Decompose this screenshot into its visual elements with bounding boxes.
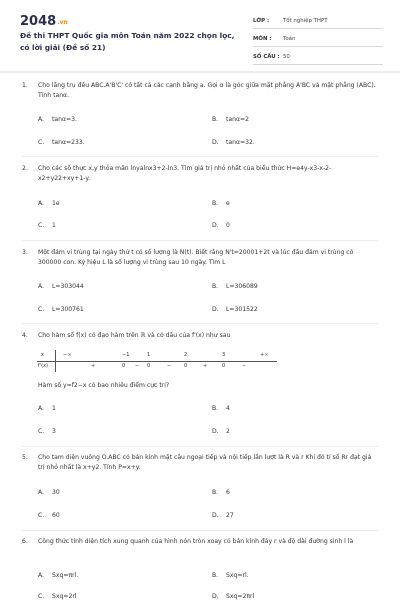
table-cell: −∞ — [63, 352, 72, 358]
option-d[interactable] — [212, 139, 255, 146]
option-c[interactable] — [38, 139, 85, 146]
question-4-followup — [22, 381, 378, 391]
table-cell: 1 — [147, 352, 151, 358]
question-4 — [22, 331, 378, 341]
question-number: 3. — [22, 249, 28, 256]
meta-count — [253, 50, 383, 65]
option-text: e — [226, 200, 230, 207]
option-c[interactable] — [38, 306, 84, 313]
logo-suffix: .vn — [57, 19, 68, 26]
option-text: 1e — [52, 200, 60, 207]
option-a[interactable] — [38, 200, 60, 207]
option-text: 6 — [226, 489, 230, 496]
logo-text: 2048 — [20, 14, 57, 29]
option-label: B. — [212, 405, 219, 412]
question-divider — [22, 446, 378, 447]
option-text: Sxq=πrl. — [52, 572, 79, 579]
option-label: A. — [38, 116, 44, 123]
option-text: 3 — [52, 428, 56, 435]
option-d[interactable] — [212, 593, 254, 600]
option-text: 2 — [226, 428, 230, 435]
table-cell: − — [242, 363, 247, 369]
option-text: Sxq=rl. — [226, 572, 249, 579]
exam-title: Đề thi THPT Quốc gia môn Toán năm 2022 chọn lọc, có lời giải (Đề số 21) — [20, 31, 235, 52]
question-5 — [22, 453, 378, 473]
option-b[interactable] — [212, 116, 249, 123]
question-text: Cho tam diện vuông O.ABC có bán kính mặt cầu ngoại tiếp và nội tiếp lần lượt là R và r Khi đó tỉ số Rr đạt giá trị nhỏ nhất là x+y2. Tính P=x+y. — [38, 454, 372, 471]
option-label: D. — [212, 222, 219, 229]
question-number: 2. — [22, 165, 28, 172]
option-label: C. — [38, 139, 45, 146]
question-number: 1. — [22, 82, 28, 89]
option-label: D. — [212, 512, 219, 519]
option-d[interactable] — [212, 512, 234, 519]
exam-meta — [253, 14, 383, 68]
question-divider — [22, 530, 378, 531]
option-label: A. — [38, 283, 44, 290]
meta-count-value: 50 — [283, 54, 290, 60]
option-c[interactable] — [38, 593, 77, 600]
header-divider — [0, 71, 400, 73]
option-b[interactable] — [212, 489, 230, 496]
option-text: L=303044 — [52, 283, 84, 290]
option-label: A. — [38, 405, 44, 412]
option-d[interactable] — [212, 222, 230, 229]
table-row-derivative — [37, 361, 277, 372]
option-text: Sxq=2rl — [52, 593, 77, 600]
option-text: tanα=3. — [52, 116, 77, 123]
table-cell: f'(x) — [38, 363, 48, 369]
option-c[interactable] — [38, 222, 56, 229]
option-text: 30 — [52, 489, 60, 496]
option-label: C. — [38, 306, 45, 313]
question-divider — [22, 323, 378, 324]
question-divider — [22, 240, 378, 241]
option-label: D. — [212, 593, 219, 600]
option-text: tanα=2 — [226, 116, 249, 123]
question-text: Cho hàm số f(x) có đạo hàm trên ℝ và có dấu của f'(x) như sau — [38, 332, 231, 339]
option-a[interactable] — [38, 283, 84, 290]
question-1 — [22, 81, 378, 101]
question-text: Hàm số y=f2−x có bao nhiêu điểm cực trị? — [38, 382, 170, 389]
option-text: 60 — [52, 512, 60, 519]
meta-count-key: SỐ CÂU : — [253, 54, 280, 60]
meta-subject-key: MÔN : — [253, 36, 272, 42]
question-2 — [22, 164, 378, 184]
table-cell: 0 — [122, 363, 126, 369]
option-d[interactable] — [212, 306, 258, 313]
table-cell: 2 — [184, 352, 188, 358]
meta-grade — [253, 14, 383, 29]
option-b[interactable] — [212, 200, 230, 207]
meta-grade-value: Tốt nghiệp THPT — [283, 18, 328, 24]
sign-table — [37, 350, 277, 372]
option-a[interactable] — [38, 116, 77, 123]
option-b[interactable] — [212, 405, 230, 412]
table-cell: − — [167, 363, 172, 369]
question-text: Công thức tính diện tích xung quanh của hình nón tròn xoay có bán kính đáy r và độ dài đường sinh l là — [38, 538, 354, 545]
option-label: B. — [212, 283, 219, 290]
option-c[interactable] — [38, 428, 56, 435]
option-label: B. — [212, 489, 219, 496]
option-text: L=306089 — [226, 283, 258, 290]
option-label: A. — [38, 489, 44, 496]
question-number: 6. — [22, 538, 28, 545]
question-6 — [22, 537, 378, 547]
question-3 — [22, 248, 378, 268]
option-text: tanα=233. — [52, 139, 85, 146]
question-text: Một đám vi trùng tại ngày thứ t có số lượng là N(t). Biết rằng N't=20001+2t và lúc đầu đám vi trùng có 300000 con. Ký hiệu L là số lượng vi trùng sau 10 ngày. Tìm L — [38, 249, 354, 266]
option-a[interactable] — [38, 572, 78, 579]
meta-grade-key: LỚP : — [253, 18, 270, 24]
table-cell: 0 — [222, 363, 226, 369]
meta-subject — [253, 32, 383, 47]
option-text: 1 — [52, 405, 56, 412]
site-logo[interactable] — [20, 14, 68, 29]
question-text: Cho lăng trụ đều ABC.A'B'C' có tất cả các cạnh bằng a. Gọi α là góc giữa mặt phẳng A'BC và mặt phẳng (ABC). Tính tanα. — [38, 82, 376, 99]
option-b[interactable] — [212, 572, 249, 579]
table-cell: 3 — [222, 352, 226, 358]
option-label: C. — [38, 593, 45, 600]
question-divider — [22, 156, 378, 157]
option-text: L=300761 — [52, 306, 84, 313]
option-label: B. — [212, 200, 219, 207]
table-cell: x — [41, 352, 44, 358]
option-text: 4 — [226, 405, 230, 412]
option-label: D. — [212, 306, 219, 313]
option-label: D. — [212, 428, 219, 435]
table-cell: −1 — [122, 352, 130, 358]
option-d[interactable] — [212, 428, 230, 435]
option-text: tanα=32. — [226, 139, 255, 146]
option-label: A. — [38, 572, 44, 579]
option-text: 0 — [226, 222, 230, 229]
table-cell: +∞ — [260, 352, 269, 358]
option-text: 27 — [226, 512, 234, 519]
table-cell: 0 — [184, 363, 188, 369]
question-number: 5. — [22, 454, 28, 461]
option-a[interactable] — [38, 405, 56, 412]
option-label: C. — [38, 428, 45, 435]
option-label: C. — [38, 512, 45, 519]
table-cell: − — [135, 363, 140, 369]
option-text: Sxq=2πrl — [226, 593, 255, 600]
table-cell: + — [203, 363, 208, 369]
option-text: L=301522 — [226, 306, 258, 313]
table-cell: 0 — [147, 363, 151, 369]
table-cell: + — [91, 363, 96, 369]
option-label: B. — [212, 116, 219, 123]
option-text: 1 — [52, 222, 56, 229]
option-c[interactable] — [38, 512, 60, 519]
question-text: Cho các số thực x,y thỏa mãn lnyalnx3+2-ln3. Tìm giá trị nhỏ nhất của biểu thức H=e4y-x3-x-2-x2+y22+xy+1-y. — [38, 165, 332, 182]
option-label: B. — [212, 572, 219, 579]
question-number: 4. — [22, 332, 28, 339]
meta-subject-value: Toán — [283, 36, 296, 42]
option-label: A. — [38, 200, 44, 207]
option-b[interactable] — [212, 283, 258, 290]
option-a[interactable] — [38, 489, 60, 496]
option-label: C. — [38, 222, 45, 229]
option-label: D. — [212, 139, 219, 146]
